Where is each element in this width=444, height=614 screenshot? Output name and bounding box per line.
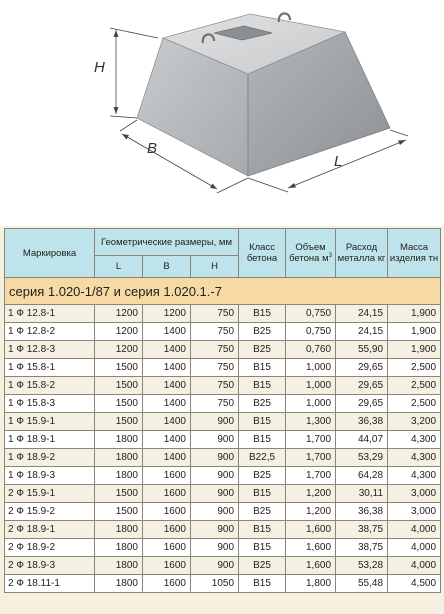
table-row — [5, 305, 441, 323]
header-marking: Маркировка — [5, 229, 95, 278]
header-volume-text: Объем бетона м — [289, 242, 329, 264]
table-row — [5, 449, 441, 467]
cell-l: 1200 — [95, 305, 143, 323]
cell-concrete-class: В25 — [239, 395, 286, 413]
cell-concrete-class: В22,5 — [239, 449, 286, 467]
cell-volume: 1,800 — [286, 575, 336, 593]
cell-l: 1500 — [95, 503, 143, 521]
table-row — [5, 575, 441, 593]
cell-h: 750 — [191, 377, 239, 395]
cell-mass: 2,500 — [388, 395, 441, 413]
cell-volume: 1,600 — [286, 557, 336, 575]
cell-b: 1400 — [143, 377, 191, 395]
header-concrete-class: Класс бетона — [239, 229, 286, 278]
cell-concrete-class: В25 — [239, 341, 286, 359]
cell-metal: 53,28 — [336, 557, 388, 575]
cell-concrete-class: В25 — [239, 557, 286, 575]
cell-h: 900 — [191, 413, 239, 431]
cell-concrete-class: В15 — [239, 413, 286, 431]
header-b: B — [143, 256, 191, 278]
cell-b: 1400 — [143, 431, 191, 449]
cell-volume: 1,000 — [286, 359, 336, 377]
cell-metal: 24,15 — [336, 323, 388, 341]
cell-marking: 2 Ф 15.9-2 — [5, 503, 95, 521]
cell-marking: 1 Ф 15.8-1 — [5, 359, 95, 377]
cell-mass: 1,900 — [388, 305, 441, 323]
table-row — [5, 503, 441, 521]
cell-h: 750 — [191, 359, 239, 377]
dim-l-extension-b — [390, 130, 408, 136]
cell-mass: 3,200 — [388, 413, 441, 431]
cell-mass: 2,500 — [388, 377, 441, 395]
cell-metal: 55,48 — [336, 575, 388, 593]
dim-l-label: L — [334, 153, 343, 170]
cell-h: 750 — [191, 341, 239, 359]
cell-volume: 1,000 — [286, 395, 336, 413]
cell-metal: 55,90 — [336, 341, 388, 359]
table-row — [5, 359, 441, 377]
cell-l: 1500 — [95, 377, 143, 395]
cell-marking: 1 Ф 15.8-2 — [5, 377, 95, 395]
cell-mass: 4,500 — [388, 575, 441, 593]
cell-metal: 29,65 — [336, 359, 388, 377]
dim-b-extension-a — [120, 120, 137, 131]
header-geometry: Геометрические размеры, мм — [95, 229, 239, 256]
cell-concrete-class: В25 — [239, 323, 286, 341]
cell-h: 900 — [191, 503, 239, 521]
cell-mass: 3,000 — [388, 485, 441, 503]
cell-h: 900 — [191, 485, 239, 503]
cell-marking: 1 Ф 15.9-1 — [5, 413, 95, 431]
cell-h: 1050 — [191, 575, 239, 593]
cell-mass: 4,000 — [388, 521, 441, 539]
cell-marking: 2 Ф 18.11-1 — [5, 575, 95, 593]
cell-metal: 36,38 — [336, 503, 388, 521]
dim-h-label: H — [94, 59, 105, 76]
cell-volume: 0,750 — [286, 305, 336, 323]
cell-h: 750 — [191, 395, 239, 413]
cell-l: 1200 — [95, 323, 143, 341]
foundation-block-drawing — [0, 0, 444, 226]
cell-b: 1600 — [143, 539, 191, 557]
dim-h-arrow-top — [114, 30, 119, 37]
cell-l: 1500 — [95, 395, 143, 413]
table-row — [5, 431, 441, 449]
cell-h: 900 — [191, 557, 239, 575]
series-row — [5, 278, 441, 305]
cell-l: 1500 — [95, 413, 143, 431]
cell-volume: 1,700 — [286, 431, 336, 449]
cell-h: 750 — [191, 323, 239, 341]
cell-concrete-class: В15 — [239, 485, 286, 503]
table-header-row — [5, 229, 441, 256]
cell-metal: 36,38 — [336, 413, 388, 431]
cell-marking: 1 Ф 12.8-3 — [5, 341, 95, 359]
foundation-illustration — [0, 0, 444, 226]
cell-mass: 4,300 — [388, 467, 441, 485]
header-h: H — [191, 256, 239, 278]
cell-concrete-class: В15 — [239, 359, 286, 377]
cell-metal: 44,07 — [336, 431, 388, 449]
cell-volume: 1,000 — [286, 377, 336, 395]
cell-metal: 30,11 — [336, 485, 388, 503]
dim-l-extension-a — [248, 178, 288, 192]
table-row — [5, 413, 441, 431]
cell-b: 1200 — [143, 305, 191, 323]
cell-volume: 1,200 — [286, 503, 336, 521]
cell-metal: 38,75 — [336, 539, 388, 557]
cell-l: 1200 — [95, 341, 143, 359]
cell-marking: 2 Ф 18.9-2 — [5, 539, 95, 557]
cell-volume: 1,300 — [286, 413, 336, 431]
cell-mass: 4,300 — [388, 449, 441, 467]
dim-b-arrow-b — [210, 184, 217, 190]
cell-l: 1500 — [95, 485, 143, 503]
cell-volume: 1,700 — [286, 449, 336, 467]
cell-mass: 2,500 — [388, 359, 441, 377]
cell-b: 1600 — [143, 503, 191, 521]
cell-b: 1400 — [143, 359, 191, 377]
table-row — [5, 557, 441, 575]
series-label: серия 1.020-1/87 и серия 1.020.1.-7 — [5, 278, 441, 305]
cell-h: 900 — [191, 539, 239, 557]
cell-b: 1400 — [143, 449, 191, 467]
header-volume — [286, 229, 336, 278]
cell-metal: 53,29 — [336, 449, 388, 467]
table-row — [5, 521, 441, 539]
dim-b-arrow-a — [122, 134, 129, 140]
cell-marking: 1 Ф 15.8-3 — [5, 395, 95, 413]
cell-mass: 1,900 — [388, 323, 441, 341]
dim-l-arrow-b — [398, 140, 406, 145]
header-mass: Масса изделия тн — [388, 229, 441, 278]
cell-metal: 24,15 — [336, 305, 388, 323]
header-metal: Расход металла кг — [336, 229, 388, 278]
cell-b: 1600 — [143, 485, 191, 503]
cell-volume: 1,600 — [286, 521, 336, 539]
cell-marking: 1 Ф 18.9-3 — [5, 467, 95, 485]
cell-b: 1600 — [143, 467, 191, 485]
cell-concrete-class: В15 — [239, 377, 286, 395]
cell-marking: 1 Ф 18.9-2 — [5, 449, 95, 467]
table-row — [5, 539, 441, 557]
cell-mass: 4,300 — [388, 431, 441, 449]
cell-h: 900 — [191, 521, 239, 539]
header-volume-sup: 3 — [328, 252, 332, 259]
dim-b-label: B — [147, 140, 158, 157]
cell-metal: 29,65 — [336, 377, 388, 395]
cell-b: 1600 — [143, 521, 191, 539]
specification-table — [4, 228, 441, 593]
cell-volume: 1,200 — [286, 485, 336, 503]
cell-volume: 0,750 — [286, 323, 336, 341]
cell-concrete-class: В15 — [239, 521, 286, 539]
cell-metal: 64,28 — [336, 467, 388, 485]
cell-marking: 1 Ф 12.8-1 — [5, 305, 95, 323]
cell-concrete-class: В15 — [239, 575, 286, 593]
table-row — [5, 395, 441, 413]
cell-volume: 1,700 — [286, 467, 336, 485]
dim-h-extension-bottom — [110, 116, 137, 118]
cell-mass: 4,000 — [388, 539, 441, 557]
cell-marking: 2 Ф 15.9-1 — [5, 485, 95, 503]
cell-b: 1600 — [143, 557, 191, 575]
cell-l: 1800 — [95, 575, 143, 593]
cell-mass: 4,000 — [388, 557, 441, 575]
cell-l: 1800 — [95, 521, 143, 539]
cell-mass: 1,900 — [388, 341, 441, 359]
cell-h: 750 — [191, 305, 239, 323]
cell-b: 1400 — [143, 413, 191, 431]
cell-concrete-class: В15 — [239, 539, 286, 557]
cell-concrete-class: В15 — [239, 305, 286, 323]
cell-concrete-class: В15 — [239, 431, 286, 449]
table-row — [5, 467, 441, 485]
header-l: L — [95, 256, 143, 278]
cell-l: 1800 — [95, 449, 143, 467]
cell-l: 1800 — [95, 431, 143, 449]
cell-marking: 2 Ф 18.9-1 — [5, 521, 95, 539]
cell-b: 1400 — [143, 395, 191, 413]
cell-metal: 38,75 — [336, 521, 388, 539]
cell-volume: 0,760 — [286, 341, 336, 359]
cell-b: 1400 — [143, 341, 191, 359]
cell-volume: 1,600 — [286, 539, 336, 557]
table-row — [5, 377, 441, 395]
cell-l: 1800 — [95, 539, 143, 557]
cell-concrete-class: В25 — [239, 467, 286, 485]
table-row — [5, 323, 441, 341]
cell-mass: 3,000 — [388, 503, 441, 521]
table-row — [5, 485, 441, 503]
cell-h: 900 — [191, 431, 239, 449]
dim-l-arrow-a — [288, 183, 296, 188]
cell-b: 1400 — [143, 323, 191, 341]
cell-l: 1800 — [95, 557, 143, 575]
cell-h: 900 — [191, 449, 239, 467]
dim-b-extension-b — [217, 178, 248, 193]
cell-b: 1600 — [143, 575, 191, 593]
cell-marking: 1 Ф 18.9-1 — [5, 431, 95, 449]
table-row — [5, 341, 441, 359]
cell-concrete-class: В25 — [239, 503, 286, 521]
dim-h-arrow-bottom — [114, 107, 119, 114]
cell-metal: 29,65 — [336, 395, 388, 413]
cell-marking: 1 Ф 12.8-2 — [5, 323, 95, 341]
cell-l: 1800 — [95, 467, 143, 485]
cell-l: 1500 — [95, 359, 143, 377]
cell-h: 900 — [191, 467, 239, 485]
cell-marking: 2 Ф 18.9-3 — [5, 557, 95, 575]
